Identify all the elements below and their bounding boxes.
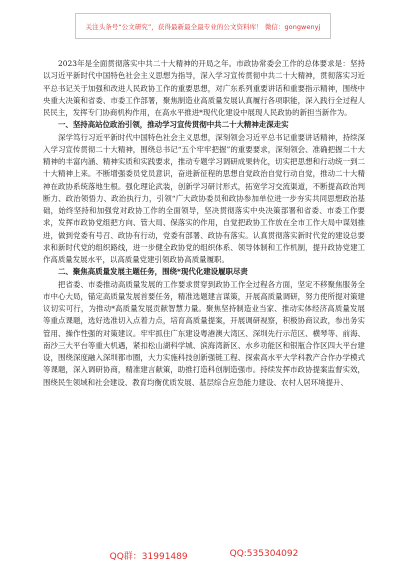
document-body — [43, 58, 365, 536]
qq-group-text: QQ群：31991489 — [109, 552, 188, 562]
contact-footer — [0, 549, 408, 562]
section-2-heading: 二、聚焦高质量发展主题任务，围绕*现代化建设履职尽责 — [58, 267, 248, 277]
intro-paragraph: 2023年是全面贯彻落实中共二十大精神的开局之年。市政协常委会工作的总体要求是：坚持以习近平新时代中国特色社会主义思想为指导，深入学习宣传贯彻中共二十大精神，贯彻落实习近平总书记关于加强和改进人民政协工作的重要思想，对广东系列重要讲话和重要指示精神，围绕中央重大决策和省委、市委工作部署，聚焦制造业高质量发展认真履行各项职能，深入践行全过程人民民主，发挥专门协商机构作用，在高水平推进*现代化建设中展现人民政协的新担当新作为。 — [43, 59, 365, 117]
promo-banner — [75, 13, 331, 39]
section-2-paragraph: 把省委、市委推动高质量发展的工作要求贯穿到政协工作全过程各方面，坚定不移聚焦服务全市中心大局，锚定高质量发展首要任务，精准选题建言谋策，开展高质量调研，努力使所提对策建议切实可行，为推动*高质量发展贡献智慧力量。聚焦坚持制造业当家、推动实体经济高质量发展等重点课题，选好选准切入点着力点，培育高质量提案，开展调研视察，积极协商议政，参出务实管用、操作性强的对策建议。牢牢抓住广东建设粤港澳大湾区、深圳先行示范区、横琴等、前海、南沙三大平台等重大机遇，紧扣松山湖科学城、滨海湾新区、水乡功能区和银瓶合作区四大平台建设，围绕深度融入深圳都市圈，大力实施科技创新强链工程、探索高水平大学科教产合作办学模式等课题，深入调研协商，精准建言献策，助推打造科创制造强市。持续发挥市政协提案监督实效，围绕民生领域和社会建设、教育均衡优质发展、基层综合应急能力建设、农村人居环境提升、 — [43, 279, 365, 387]
qq-contact-text: QQ:535304092 — [229, 549, 299, 559]
section-1-paragraph: 深学笃行习近平新时代中国特色社会主义思想，深刻领会习近平总书记重要讲话精神，持续深入学习宣传贯彻二十大精神，围绕总书记“五个牢牢把握”的重要要求，深刻领会、准确把握二十大精神的丰富内涵、精神实质和实践要求，推动专题学习调研成果转化，切实把思想和行动统一到二十大精神上来。不断增强委员党员意识，奋进新征程的思想自觉政治自觉行动自觉，推动二十大精神在政协系统落地生根。强化理论武装，创新学习研讨形式，拓宽学习交流渠道，不断提高政治判断力、政治领悟力、政治执行力，引领“广大政协委员和政协参加单位进一步夯实共同思想政治基础，始终坚持和加强党对政协工作的全面领导，坚决贯彻落实中央决策部署和省委、市委工作要求，发挥市政协党组把方向、管大局、保落实的作用，自觉把政协工作放在全市工作大局中谋划推进，做到党委有号召、政协有行动，党委有部署、政协有落实。认真贯彻落实新时代党的建设总要求和新时代党的组织路线，进一步健全政协党的组织体系、领导体制和工作机制，提升政协党建工作高质量发展水平，以高质量党建引领政协高质量履职。 — [43, 132, 365, 264]
promo-banner-text: 关注头条号“公文研究”，获得最新最全最专业的公文资料库！ 微信：gongwenyj — [85, 22, 321, 31]
section-1-heading: 一、坚持高站位政治引领，推动学习宣传贯彻中共二十大精神走深走实 — [58, 120, 289, 130]
